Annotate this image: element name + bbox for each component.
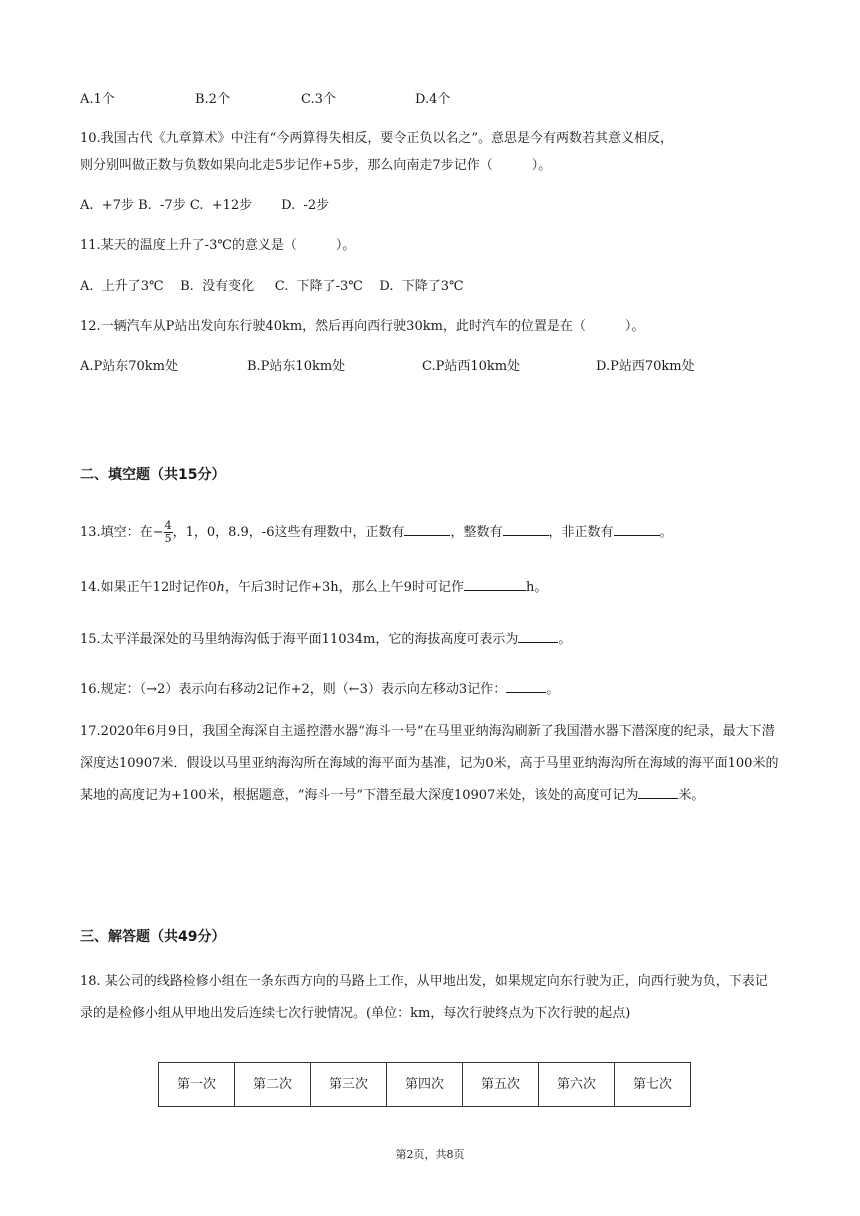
q15-stem bbox=[80, 628, 571, 647]
q10-stem-line2: 则分别叫做正数与负数如果向北走5步记作+5步，那么向南走7步记作（ ）。 bbox=[80, 158, 552, 173]
q12-option-c: C.P站西10km处 bbox=[422, 359, 521, 374]
q9-option-d: D.4个 bbox=[415, 92, 451, 107]
q12-option-b: B.P站东10km处 bbox=[247, 359, 346, 374]
q13-fraction bbox=[164, 520, 173, 545]
q18-record-table bbox=[158, 1062, 691, 1107]
q14-unit-h: h bbox=[216, 580, 225, 595]
q10-options: A. +7步 B. -7步 C. +12步 D. -2步 bbox=[80, 198, 330, 213]
q13-negative-sign: − bbox=[152, 525, 164, 540]
q9-option-b: B.2个 bbox=[195, 92, 230, 107]
q13-prefix: 13.填空：在 bbox=[80, 525, 153, 540]
q13-fraction-denominator: 5 bbox=[164, 532, 172, 545]
q18-paragraph: 18. 某公司的线路检修小组在一条东西方向的马路上工作，从甲地出发，如果规定向东行驶为正，向西行驶为负，下表记录的是检修小组从甲地出发后连续七次行驶情况。(单位：km，每次行驶终点为下次行驶的起点) bbox=[80, 974, 768, 1021]
table-header-cell: 第一次 bbox=[159, 1063, 235, 1107]
q17-text: 17.2020年6月9日，我国全海深自主遥控潜水器“海斗一号”在马里亚纳海沟刷新了我国潜水器下潜深度的纪录，最大下潜深度达10907米．假设以马里亚纳海沟所在海域的海平面为基准，记为0米，高于马里亚纳海沟所在海域的海平面100米的某地的高度记为+100米，根据题意，“海斗一号”下潜至最大深度10907米处，该处的高度可记为 bbox=[80, 724, 779, 803]
q12-stem: 12.一辆汽车从P站出发向东行驶40km，然后再向西行驶30km，此时汽车的位置是在（ ）。 bbox=[80, 319, 645, 334]
page-footer: 第2页，共8页 bbox=[395, 1148, 465, 1161]
table-header-cell: 第六次 bbox=[539, 1063, 615, 1107]
q9-option-c: C.3个 bbox=[301, 92, 336, 107]
q13-blank-positive[interactable] bbox=[404, 523, 450, 536]
q10-stem-line1: 10.我国古代《九章算术》中注有“今两算得失相反，要令正负以名之”。意思是今有两数若其意义相反， bbox=[80, 131, 673, 146]
q12-option-a: A.P站东70km处 bbox=[80, 359, 179, 374]
q16-text: 16.规定：（→2）表示向右移动2记作+2，则（←3）表示向左移动3记作： bbox=[80, 682, 507, 697]
table-header-cell: 第四次 bbox=[387, 1063, 463, 1107]
q13-blank-nonpositive[interactable] bbox=[614, 523, 660, 536]
q14-stem bbox=[80, 576, 547, 595]
q13-end: 。 bbox=[659, 525, 673, 540]
table-row bbox=[159, 1063, 691, 1107]
q16-blank[interactable] bbox=[506, 680, 546, 693]
q13-stem bbox=[80, 520, 673, 554]
section-title-solve: 三、解答题（共49分） bbox=[80, 929, 226, 945]
q15-blank[interactable] bbox=[518, 630, 558, 643]
q17-end: 米。 bbox=[678, 788, 705, 803]
section-title-fill-blank: 二、填空题（共15分） bbox=[80, 467, 226, 483]
q14-middle: ，午后3时记作+3h，那么上午9时可记作 bbox=[224, 580, 464, 595]
q9-options bbox=[0, 88, 860, 108]
q13-sep2: ，非正数有 bbox=[548, 525, 614, 540]
q12-options bbox=[0, 355, 860, 375]
q13-blank-integer[interactable] bbox=[503, 523, 549, 536]
q15-end: 。 bbox=[558, 632, 572, 647]
table-header-cell: 第七次 bbox=[615, 1063, 691, 1107]
q9-option-a: A.1个 bbox=[80, 92, 115, 107]
table-header-cell: 第五次 bbox=[463, 1063, 539, 1107]
q13-middle: ，1，0，8.9，-6这些有理数中，正数有 bbox=[172, 525, 405, 540]
q13-fraction-numerator: 4 bbox=[164, 519, 172, 532]
q14-blank[interactable] bbox=[464, 578, 526, 591]
q17-blank[interactable] bbox=[638, 786, 678, 799]
table-header-cell: 第二次 bbox=[235, 1063, 311, 1107]
q11-options: A. 上升了3℃ B. 没有变化 C. 下降了-3℃ D. 下降了3℃ bbox=[80, 279, 464, 294]
q16-stem bbox=[80, 678, 559, 697]
table-header-cell: 第三次 bbox=[311, 1063, 387, 1107]
q14-end: h。 bbox=[525, 580, 548, 595]
q14-prefix: 14.如果正午12时记作0 bbox=[80, 580, 217, 595]
q17-paragraph bbox=[80, 716, 780, 812]
q16-end: 。 bbox=[546, 682, 560, 697]
q13-sep1: ，整数有 bbox=[450, 525, 503, 540]
q15-text: 15.太平洋最深处的马里纳海沟低于海平面11034m，它的海拔高度可表示为 bbox=[80, 632, 519, 647]
q11-stem: 11.某天的温度上升了-3℃的意义是（ ）。 bbox=[80, 238, 356, 253]
q12-option-d: D.P站西70km处 bbox=[596, 359, 695, 374]
